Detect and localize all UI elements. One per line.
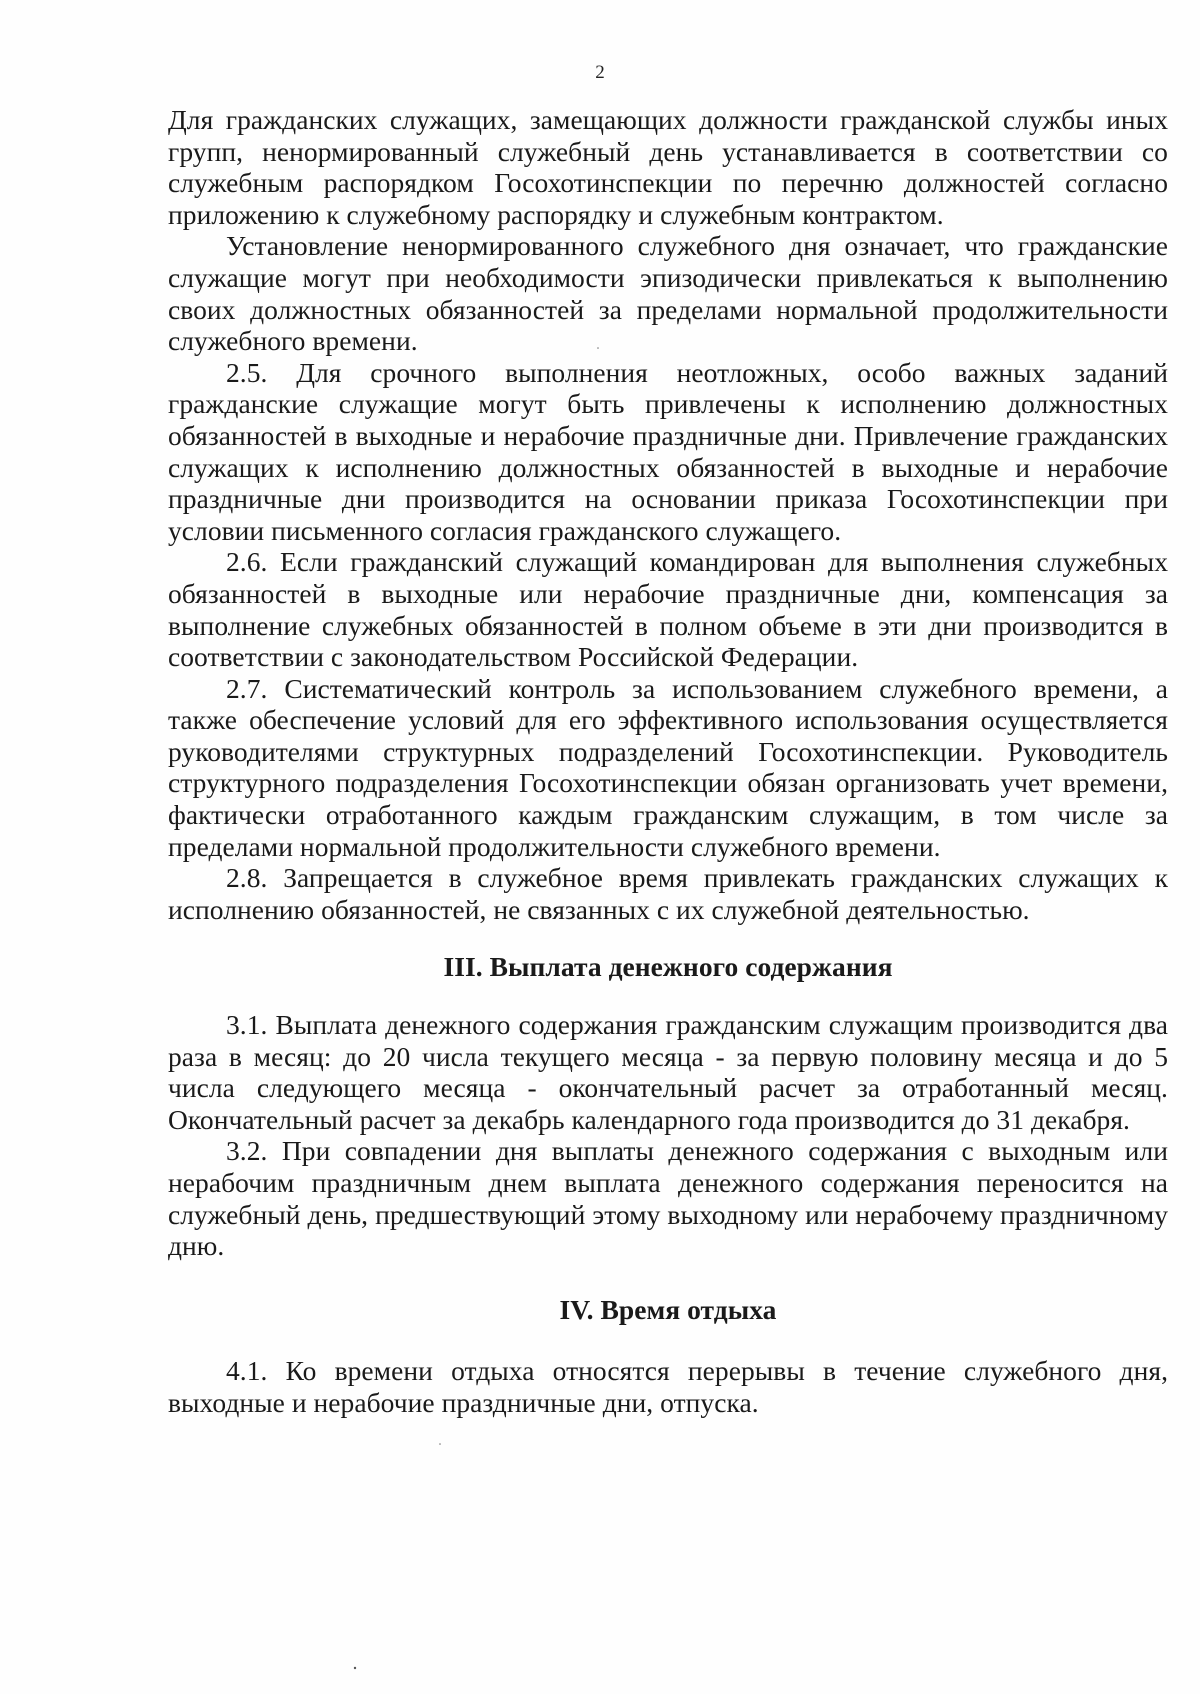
paragraph-2-5: 2.5. Для срочного выполнения неотложных, особо важных заданий гражданские служащие могут быть привлечены к исполнению должностных обязанностей в выходные и нерабочие праздничные дни. Привлечение гражданских служащих к исполнению должностных обязанностей в выходные и нерабочие праздничные дни производится на основании приказа Госохотинспекции при условии письменного согласия гражданского служащего. [168, 356, 1168, 546]
paragraph-2-8: 2.8. Запрещается в служебное время привлекать гражданских служащих к исполнению обязанностей, не связанных с их служебной деятельностью. [168, 862, 1168, 925]
section-heading-salary-payment: III. Выплата денежного содержания [443, 951, 893, 983]
paragraph-irregular-day-definition: Установление ненормированного служебного дня означает, что гражданские служащие могут при необходимости эпизодически привлекаться к выполнению своих должностных обязанностей за пределами нормальной продолжительности служебного времени. [168, 230, 1168, 357]
section-heading-rest-time: IV. Время отдыха [559, 1293, 777, 1325]
document-body [168, 104, 1168, 1419]
paragraph-civil-servants-other-groups: Для гражданских служащих, замещающих должности гражданской службы иных групп, ненормированный служебный день устанавливается в соответствии со служебным распорядком Госохотинспекции по перечню должностей согласно приложению к служебному распорядку и служебным контрактом. [168, 104, 1168, 230]
paragraph-3-1: 3.1. Выплата денежного содержания гражданским служащим производится два раза в месяц: до 20 числа текущего месяца - за первую половину месяца и до 5 числа следующего месяца - окончательный расчет за отработанный месяц. Окончательный расчет за декабрь календарного года производится до 31 декабря. [168, 1009, 1168, 1135]
paragraph-2-6: 2.6. Если гражданский служащий командирован для выполнения служебных обязанностей в выходные или нерабочие праздничные дни, компенсация за выполнение служебных обязанностей в полном объеме в эти дни производится в соответствии с законодательством Российской Федерации. [168, 546, 1168, 673]
paragraph-2-7: 2.7. Систематический контроль за использованием служебного времени, а также обеспечение условий для его эффективного использования осуществляется руководителями структурных подразделений Госохотинспекции. Руководитель структурного подразделения Госохотинспекции обязан организовать учет времени, фактически отработанного каждым гражданским служащим, в том числе за пределами нормальной продолжительности служебного времени. [168, 672, 1168, 862]
paragraph-4-1: 4.1. Ко времени отдыха относятся перерывы в течение служебного дня, выходные и нерабочие праздничные дни, отпуска. [168, 1355, 1168, 1418]
paragraph-3-2: 3.2. При совпадении дня выплаты денежного содержания с выходным или нерабочим праздничным днем выплата денежного содержания переносится на служебный день, предшествующий этому выходному или нерабочему праздничному дню. [168, 1135, 1168, 1262]
page-number: 2 [595, 62, 605, 83]
